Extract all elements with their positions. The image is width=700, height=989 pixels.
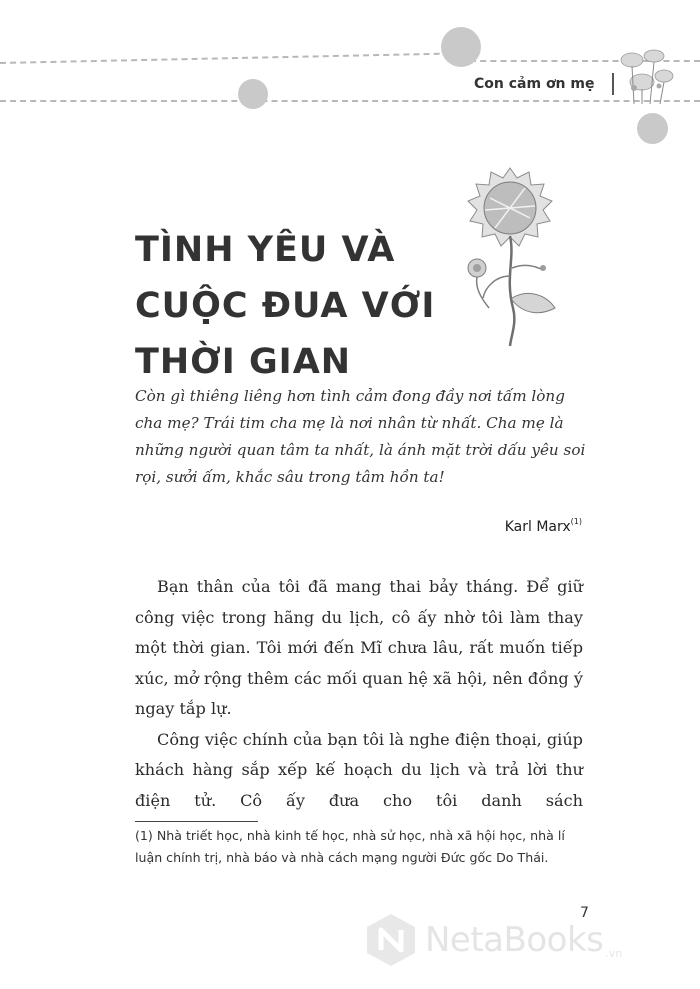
body-text: [135, 572, 583, 816]
running-title: Con cảm ơn mẹ: [474, 76, 595, 92]
chapter-title: [135, 222, 455, 390]
watermark: [363, 912, 622, 968]
footnote-reference: (1): [570, 517, 582, 526]
decor-dot: [637, 113, 668, 144]
chapter-title-line: TÌNH YÊU VÀ: [135, 230, 396, 270]
netabooks-logo-icon: [363, 912, 419, 968]
decor-dot: [238, 79, 268, 109]
sunflower-icon: [455, 158, 565, 348]
footnote-divider: [135, 821, 258, 822]
chapter-title-line: CUỘC ĐUA VỚI: [135, 286, 436, 326]
body-paragraph: Công việc chính của bạn tôi là nghe điện thoại, giúp khách hàng sắp xếp kế hoạch du lịch và trả lời thư điện tử. Cô ấy đưa cho tôi danh sách: [135, 729, 583, 810]
epigraph-author: Karl Marx: [504, 519, 571, 535]
header-dashed-line-top: [0, 52, 470, 64]
body-paragraph: Bạn thân của tôi đã mang thai bảy tháng. Để giữ công việc trong hãng du lịch, cô ấy nhờ tôi làm thay một thời gian. Tôi mới đến Mĩ chưa lâu, rất muốn tiếp xúc, mở rộng thêm các mối quan hệ xã hội, nên đồng ý ngay tắp lự.: [135, 577, 583, 718]
epigraph-attribution: [505, 519, 582, 535]
decor-dot: [441, 27, 481, 67]
watermark-brand: NetaBooks: [425, 920, 604, 960]
page-number: 7: [580, 905, 589, 921]
header-dashed-line-bottom: [0, 100, 700, 102]
epigraph-quote: Còn gì thiêng liêng hơn tình cảm đong đầy nơi tấm lòng cha mẹ? Trái tim cha mẹ là nơi nhân từ nhất. Cha mẹ là những người quan tâm ta nhất, là ánh mặt trời dấu yêu soi rọi, sưởi ấm, khắc sâu trong tâm hồn ta!: [135, 387, 586, 486]
watermark-suffix: .vn: [605, 947, 623, 960]
chapter-title-line: THỜI GIAN: [135, 342, 352, 382]
lotus-flowers-icon: [612, 42, 682, 106]
footnote: (1) Nhà triết học, nhà kinh tế học, nhà sử học, nhà xã hội học, nhà lí luận chính trị, nhà báo và nhà cách mạng người Đức gốc Do Thái.: [135, 828, 565, 865]
